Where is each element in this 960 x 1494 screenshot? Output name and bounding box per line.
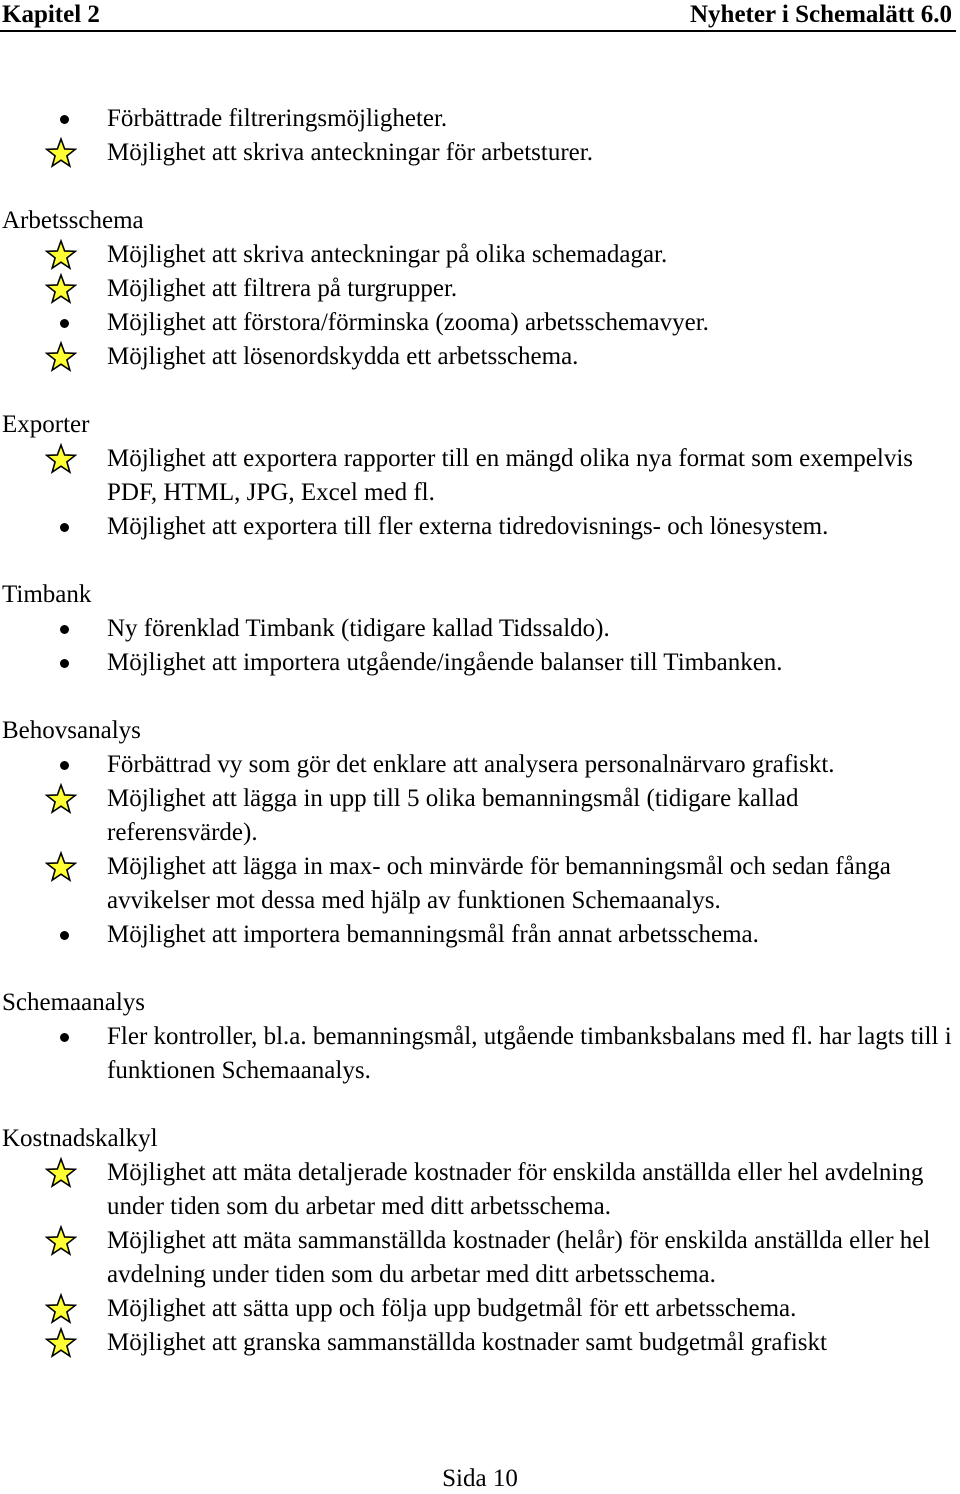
section-gap bbox=[0, 1088, 960, 1122]
section-heading: Schemaanalys bbox=[2, 989, 146, 1016]
bullet-icon bbox=[60, 115, 69, 124]
section-gap bbox=[0, 544, 960, 578]
list-item-text: Möjlighet att filtrera på turgrupper. bbox=[107, 275, 458, 302]
page-header bbox=[0, 0, 956, 32]
list-item-text: Fler kontroller, bl.a. bemanningsmål, utgående timbanksbalans med fl. har lagts till i funktionen Schemaanalys. bbox=[107, 1023, 952, 1084]
star-icon bbox=[44, 1156, 78, 1190]
bullet-icon bbox=[60, 625, 69, 634]
list-item bbox=[0, 748, 960, 782]
list-item bbox=[0, 510, 960, 544]
list-item-text: Förbättrad vy som gör det enklare att analysera personalnärvaro grafiskt. bbox=[107, 751, 835, 778]
star-icon bbox=[44, 442, 78, 476]
bullet-icon bbox=[60, 319, 69, 328]
section-heading: Arbetsschema bbox=[2, 207, 144, 234]
section-arbetsschema bbox=[0, 204, 960, 374]
star-icon bbox=[44, 850, 78, 884]
section-heading: Kostnadskalkyl bbox=[2, 1125, 158, 1152]
list-item bbox=[0, 612, 960, 646]
list-item-text: Möjlighet att sätta upp och följa upp budgetmål för ett arbetsschema. bbox=[107, 1295, 797, 1322]
bullet-icon bbox=[60, 659, 69, 668]
list-item-text: Möjlighet att mäta sammanställda kostnader (helår) för enskilda anställda eller hel avdelning under tiden som du arbetar med ditt arbetsschema. bbox=[107, 1227, 931, 1288]
list-item bbox=[0, 306, 960, 340]
sections bbox=[0, 170, 960, 1360]
list-item-text: Förbättrade filtreringsmöjligheter. bbox=[107, 105, 448, 132]
list-item-text: Möjlighet att skriva anteckningar för arbetsturer. bbox=[107, 139, 593, 166]
section-timbank bbox=[0, 578, 960, 680]
list-item-text: Ny förenklad Timbank (tidigare kallad Tidssaldo). bbox=[107, 615, 610, 642]
chapter-label: Kapitel 2 bbox=[2, 1, 100, 28]
list-item-text: Möjlighet att importera utgående/ingående balanser till Timbanken. bbox=[107, 649, 783, 676]
bullet-icon bbox=[60, 761, 69, 770]
list-item bbox=[0, 850, 960, 918]
list-item bbox=[0, 646, 960, 680]
page-content bbox=[0, 102, 960, 1360]
section-behovsanalys bbox=[0, 714, 960, 952]
section-kostnadskalkyl bbox=[0, 1122, 960, 1360]
list-item bbox=[0, 1224, 960, 1292]
section-gap bbox=[0, 170, 960, 204]
section-gap bbox=[0, 680, 960, 714]
list-item-text: Möjlighet att importera bemanningsmål från annat arbetsschema. bbox=[107, 921, 759, 948]
bullet-icon bbox=[60, 523, 69, 532]
star-icon bbox=[44, 1292, 78, 1326]
section-gap bbox=[0, 952, 960, 986]
list-item-text: Möjlighet att skriva anteckningar på olika schemadagar. bbox=[107, 241, 668, 268]
list-item-text: Möjlighet att förstora/förminska (zooma) arbetsschemavyer. bbox=[107, 309, 709, 336]
section-heading: Exporter bbox=[2, 411, 90, 438]
list-item bbox=[0, 136, 960, 170]
star-icon bbox=[44, 272, 78, 306]
star-icon bbox=[44, 136, 78, 170]
list-item bbox=[0, 782, 960, 850]
bullet-icon bbox=[60, 931, 69, 940]
intro-list bbox=[0, 102, 960, 170]
star-icon bbox=[44, 782, 78, 816]
section-schemaanalys bbox=[0, 986, 960, 1088]
page-number: Sida 10 bbox=[442, 1465, 518, 1492]
list-item-text: Möjlighet att granska sammanställda kostnader samt budgetmål grafiskt bbox=[107, 1329, 827, 1356]
list-item-text: Möjlighet att lägga in max- och minvärde för bemanningsmål och sedan fånga avvikelser mot dessa med hjälp av funktionen Schemaanalys. bbox=[107, 853, 891, 914]
section-heading: Behovsanalys bbox=[2, 717, 141, 744]
star-icon bbox=[44, 1224, 78, 1258]
section-heading: Timbank bbox=[2, 581, 92, 608]
list-item bbox=[0, 102, 960, 136]
list-item bbox=[0, 918, 960, 952]
document-title: Nyheter i Schemalätt 6.0 bbox=[690, 1, 952, 28]
list-item bbox=[0, 238, 960, 272]
list-item bbox=[0, 272, 960, 306]
list-item-text: Möjlighet att exportera rapporter till en mängd olika nya format som exempelvis PDF, HTML, JPG, Excel med fl. bbox=[107, 445, 914, 506]
list-item-text: Möjlighet att lägga in upp till 5 olika bemanningsmål (tidigare kallad referensvärde). bbox=[107, 785, 799, 846]
list-item-text: Möjlighet att mäta detaljerade kostnader för enskilda anställda eller hel avdelning under tiden som du arbetar med ditt arbetsschema. bbox=[107, 1159, 924, 1220]
list-item bbox=[0, 1020, 960, 1088]
list-item bbox=[0, 1326, 960, 1360]
list-item-text: Möjlighet att lösenordskydda ett arbetsschema. bbox=[107, 343, 579, 370]
list-item bbox=[0, 340, 960, 374]
star-icon bbox=[44, 1326, 78, 1360]
star-icon bbox=[44, 238, 78, 272]
list-item bbox=[0, 442, 960, 510]
list-item-text: Möjlighet att exportera till fler externa tidredovisnings- och lönesystem. bbox=[107, 513, 829, 540]
bullet-icon bbox=[60, 1033, 69, 1042]
list-item bbox=[0, 1156, 960, 1224]
list-item bbox=[0, 1292, 960, 1326]
section-gap bbox=[0, 374, 960, 408]
section-exporter bbox=[0, 408, 960, 544]
star-icon bbox=[44, 340, 78, 374]
